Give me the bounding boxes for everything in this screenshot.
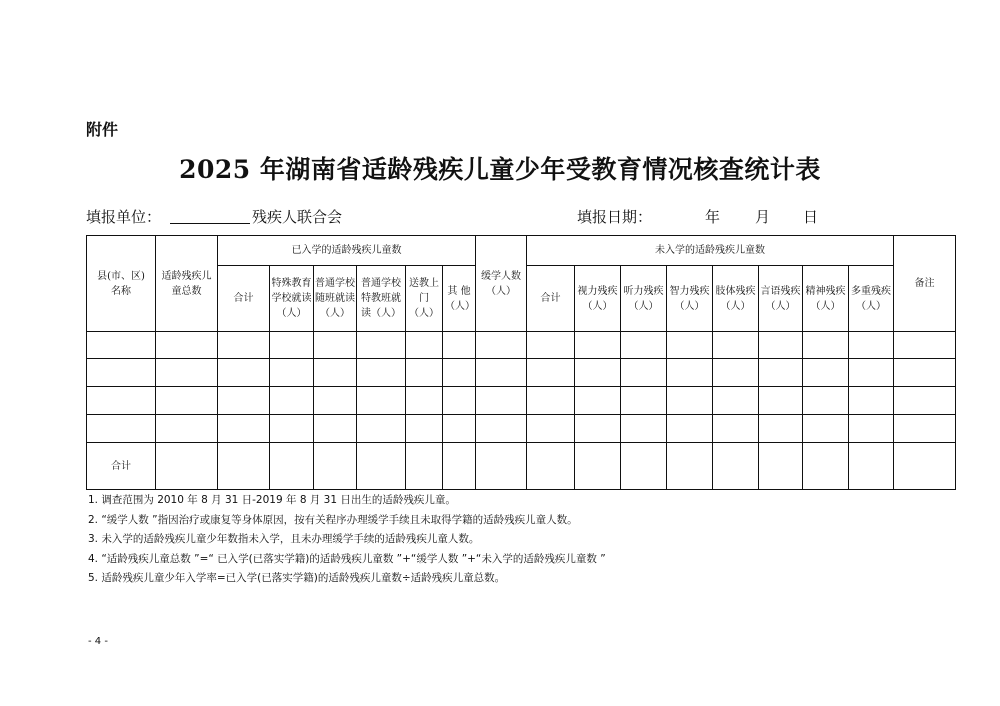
enrolled-col-regular-class: 普通学校随班就读（人） [314, 266, 357, 332]
table-row [87, 359, 956, 387]
fill-unit-blank-line [170, 206, 250, 224]
enrolled-col-total: 合计 [218, 266, 270, 332]
table-total-row [87, 443, 956, 490]
fill-unit-value: 残疾人联合会 [252, 208, 343, 226]
table-row [87, 332, 956, 359]
note-item: 1. 调查范围为 2010 年 8 月 31 日-2019 年 8 月 31 日出生的适龄残疾儿童。 [88, 494, 456, 506]
fill-unit-label: 填报单位： [86, 208, 162, 226]
date-year-label: 年 [705, 208, 721, 226]
not-enrolled-col-total: 合计 [527, 266, 575, 332]
total-children-header: 适龄残疾儿童总数 [156, 236, 218, 332]
note-item: 2. “缓学人数 ”指因治疗或康复等身体原因，按有关程序办理缓学手续且未取得学籍的适龄残疾儿童人数。 [88, 513, 578, 526]
note-item: 5. 适龄残疾儿童少年入学率=已入学(已落实学籍)的适龄残疾儿童数÷适龄残疾儿童总数。 [88, 572, 506, 584]
enrolled-col-special-school: 特殊教育学校就读（人） [270, 266, 314, 332]
county-header: 县(市、区) 名称 [87, 236, 156, 332]
statistics-table [86, 235, 956, 490]
not-enrolled-col-mental: 精神残疾（人） [803, 266, 849, 332]
not-enrolled-group-header: 未入学的适龄残疾儿童数 [527, 236, 894, 266]
total-row-label: 合计 [87, 443, 156, 490]
enrolled-col-home-delivery: 送教上门（人） [406, 266, 443, 332]
fill-date-label: 填报日期： [577, 208, 653, 226]
enrolled-group-header: 已入学的适龄残疾儿童数 [218, 236, 476, 266]
date-day-label: 日 [803, 208, 819, 226]
not-enrolled-col-hearing: 听力残疾（人） [621, 266, 667, 332]
not-enrolled-col-speech: 言语残疾（人） [759, 266, 803, 332]
not-enrolled-col-intellectual: 智力残疾（人） [667, 266, 713, 332]
table-row [87, 415, 956, 443]
note-item: 4. “适龄残疾儿童总数 ”=“ 已入学(已落实学籍)的适龄残疾儿童数 ”+“缓学人数 ”+“未入学的适龄残疾儿童数 ” [88, 552, 606, 565]
remarks-header: 备注 [894, 236, 956, 332]
not-enrolled-col-visual: 视力残疾（人） [575, 266, 621, 332]
enrolled-col-special-class: 普通学校特教班就读（人） [357, 266, 406, 332]
note-item: 3. 未入学的适龄残疾儿童少年数指未入学，且未办理缓学手续的适龄残疾儿童人数。 [88, 533, 480, 545]
not-enrolled-col-physical: 肢体残疾（人） [713, 266, 759, 332]
attachment-label: 附件 [86, 120, 119, 139]
not-enrolled-col-multiple: 多重残疾（人） [849, 266, 894, 332]
page-number: - 4 - [88, 636, 108, 647]
page-title: 2025 年湖南省适龄残疾儿童少年受教育情况核查统计表 [179, 155, 821, 184]
notes-list [88, 491, 606, 589]
deferred-header: 缓学人数（人） [476, 236, 527, 332]
table-row [87, 387, 956, 415]
enrolled-col-other: 其 他（人） [443, 266, 476, 332]
date-month-label: 月 [755, 208, 771, 226]
